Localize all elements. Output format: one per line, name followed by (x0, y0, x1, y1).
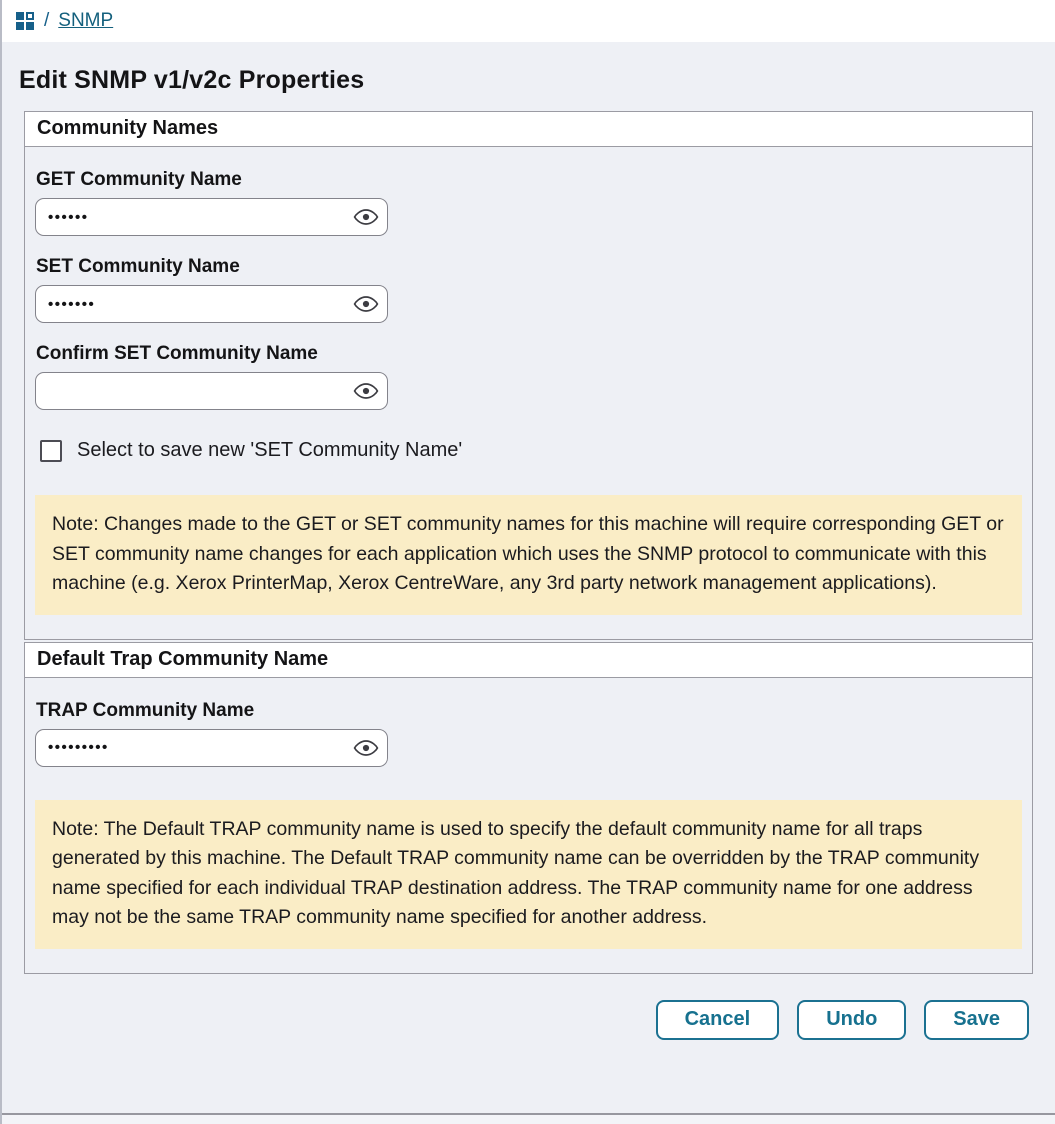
set-community-name-reveal-eye-icon[interactable] (353, 294, 379, 314)
undo-button[interactable]: Undo (797, 1000, 906, 1040)
section-default-trap (24, 642, 1033, 974)
breadcrumb-separator: / (44, 10, 50, 31)
get-community-name-input[interactable] (35, 198, 388, 236)
confirm-set-community-name-input[interactable] (35, 372, 388, 410)
section-default-trap-body (25, 678, 1032, 973)
confirm-set-community-name-reveal-eye-icon[interactable] (353, 381, 379, 401)
section-community-names (24, 111, 1033, 640)
confirm-set-community-name-field-wrap (35, 372, 388, 410)
trap-community-name-reveal-eye-icon[interactable] (353, 738, 379, 758)
home-grid-icon[interactable] (15, 11, 35, 31)
set-community-name-input[interactable] (35, 285, 388, 323)
default-trap-note: Note: The Default TRAP community name is used to specify the default community name for all traps generated by this machine. The Default TRAP community name can be overridden by the TRAP community name specified for each individual TRAP destination address. The TRAP community name for one address may not be the same TRAP community name specified for another address. (35, 800, 1022, 949)
section-community-names-title: Community Names (25, 112, 1032, 147)
cancel-button[interactable]: Cancel (656, 1000, 780, 1040)
save-set-community-checkbox-label: Select to save new 'SET Community Name' (77, 439, 463, 461)
save-button[interactable]: Save (924, 1000, 1029, 1040)
set-community-name-field-wrap (35, 285, 388, 323)
save-set-community-checkbox[interactable] (40, 440, 62, 462)
breadcrumb (2, 0, 1055, 42)
section-default-trap-title: Default Trap Community Name (25, 643, 1032, 678)
main-content (2, 66, 1055, 1040)
save-set-community-checkbox-row (40, 439, 1022, 462)
section-community-names-body (25, 147, 1032, 639)
bottom-divider (2, 1113, 1055, 1124)
action-button-row (18, 1000, 1029, 1040)
set-community-name-label: SET Community Name (36, 256, 240, 277)
get-community-name-field-wrap (35, 198, 388, 236)
get-community-name-label: GET Community Name (36, 169, 242, 190)
get-community-name-reveal-eye-icon[interactable] (353, 207, 379, 227)
trap-community-name-input[interactable] (35, 729, 388, 767)
breadcrumb-link-snmp[interactable]: SNMP (58, 10, 114, 31)
trap-community-name-label: TRAP Community Name (36, 699, 255, 721)
confirm-set-community-name-label: Confirm SET Community Name (36, 343, 318, 364)
community-names-note: Note: Changes made to the GET or SET community names for this machine will require corresponding GET or SET community name changes for each application which uses the SNMP protocol to communicate with this machine (e.g. Xerox PrinterMap, Xerox CentreWare, any 3rd party network management applications). (35, 495, 1022, 615)
trap-community-name-field-wrap (35, 729, 388, 767)
page-title: Edit SNMP v1/v2c Properties (19, 66, 365, 94)
